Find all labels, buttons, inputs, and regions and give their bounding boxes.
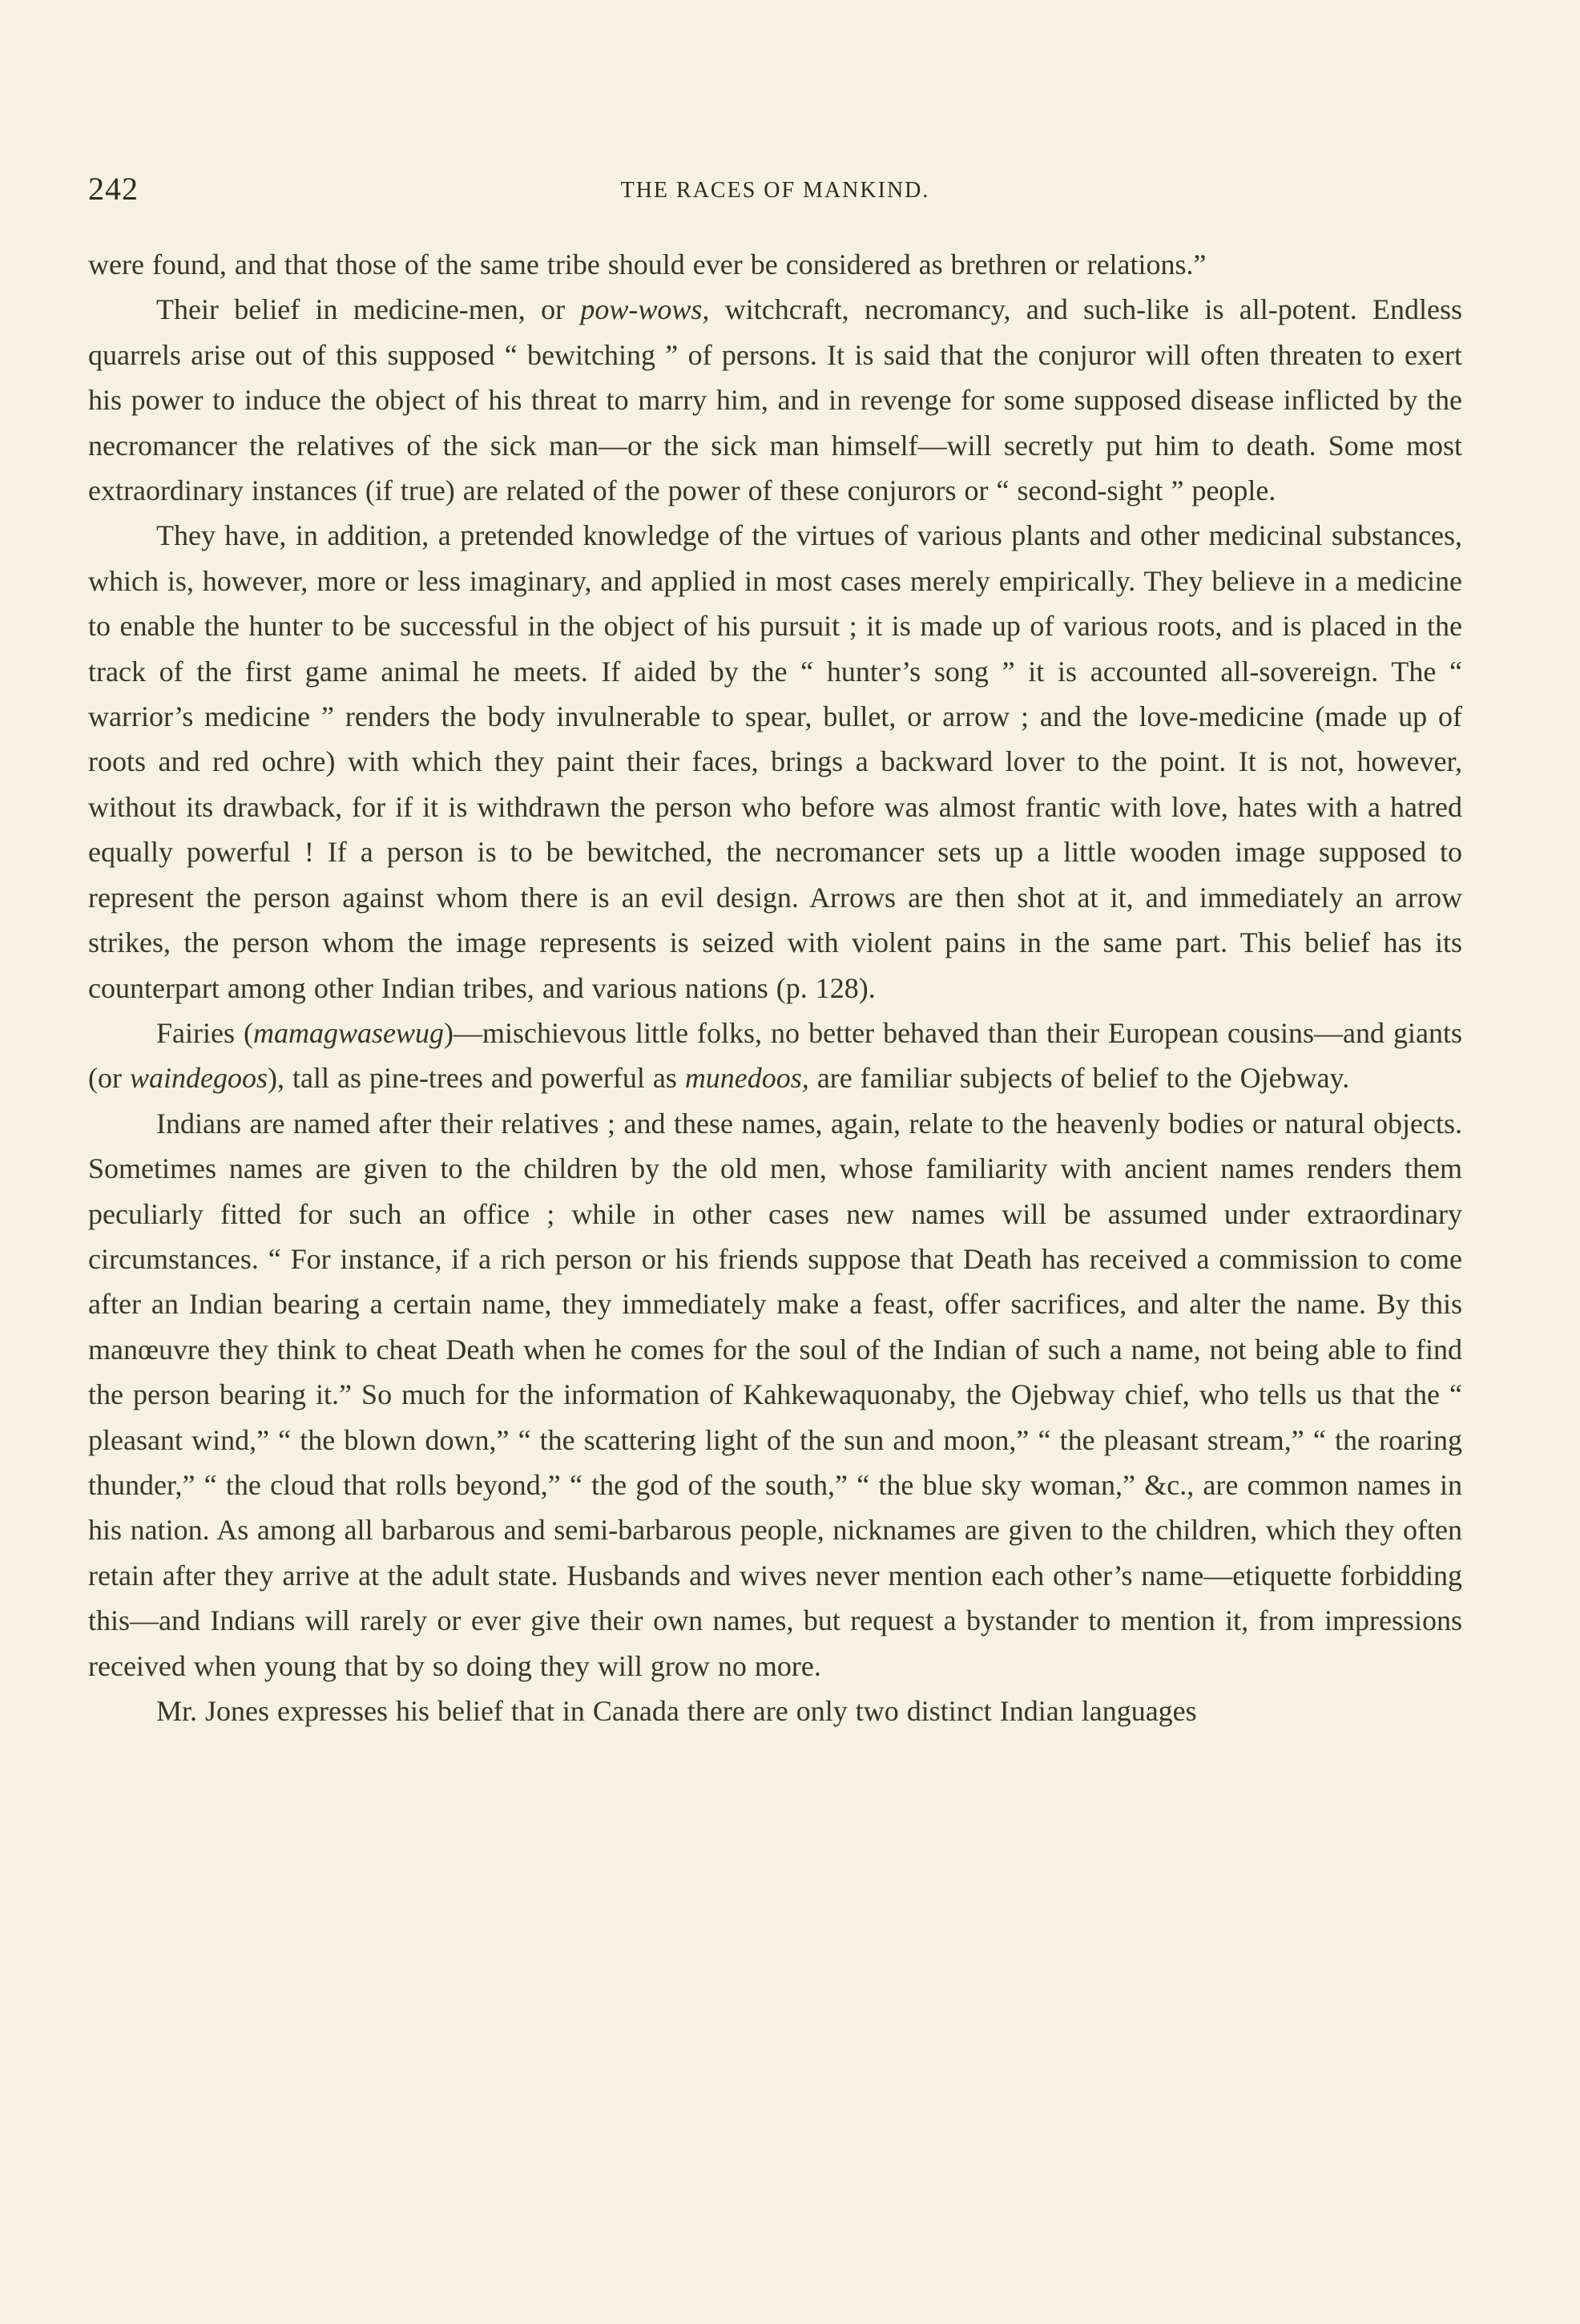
paragraph-5: Indians are named after their relatives ; and these names, again, relate to the heavenly bodies or natural objects. Sometimes names are given to the children by the old men, whose familiarity with ancient names renders them peculiarly fitted for such an office ; while in other cases new names will be assumed under extraordinary circumstances. “ For instance, if a rich person or his friends suppose that Death has received a commission to come after an Indian bearing a certain name, they immediately make a feast, offer sacrifices, and alter the name. By this manœuvre they think to cheat Death when he comes for the soul of the Indian of such a name, not being able to find the person bearing it.” So much for the information of Kahkewaquonaby, the Ojebway chief, who tells us that the “ pleasant wind,” “ the blown down,” “ the scattering light of the sun and moon,” “ the pleasant stream,” “ the roaring thunder,” “ the cloud that rolls beyond,” “ the god of the south,” “ the blue sky woman,” &c., are common names in his nation. As among all barbarous and semi-barbarous people, nicknames are given to the children, which they often retain after they arrive at the adult state. Husbands and wives never mention each other’s name—etiquette forbidding this—and Indians will rarely or ever give their own names, but request a bystander to mention it, from impressions received when young that by so doing they will grow no more. [88, 1107, 1462, 1682]
paragraph-4-part-a: Fairies ( [156, 1016, 253, 1049]
paragraph-1: were found, and that those of the same tribe should ever be considered as brethren or relations.” [88, 248, 1207, 280]
paragraph-2-italic-term: pow-wows, [580, 293, 710, 326]
paragraph-2-part-a: Their belief in medicine-men, or [156, 293, 581, 326]
paragraph-4-part-e: ), tall as pine-trees and powerful as [268, 1062, 685, 1095]
page-header [88, 170, 1462, 212]
paragraph-4 [88, 1011, 1462, 1101]
body-text [88, 242, 1462, 1733]
paragraph-6: Mr. Jones expresses his belief that in Canada there are only two distinct Indian languages [156, 1695, 1197, 1727]
running-title: THE RACES OF MANKIND. [620, 178, 930, 203]
paragraph-4-part-c: )—mischievous little folks, no better behaved than their European cousins—and giants (or [88, 1016, 1463, 1095]
paragraph-4-italic-term-1: mamagwasewug [253, 1016, 445, 1049]
paragraph-4-part-g: are familiar subjects of belief to the Ojebway. [808, 1062, 1350, 1095]
paragraph-4-italic-term-2: waindegoos [129, 1062, 268, 1095]
paragraph-3: They have, in addition, a pretended knowledge of the virtues of various plants and other medicinal substances, which is, however, more or less imaginary, and applied in most cases merely empirically. They believe in a medicine to enable the hunter to be successful in the object of his pursuit ; it is made up of various roots, and is placed in the track of the first game animal he meets. If aided by the “ hunter’s song ” it is accounted all-sovereign. The “ warrior’s medicine ” renders the body invulnerable to spear, bullet, or arrow ; and the love-medicine (made up of roots and red ochre) with which they paint their faces, brings a backward lover to the point. It is not, however, without its drawback, for if it is withdrawn the person who before was almost frantic with love, hates with a hatred equally powerful ! If a person is to be bewitched, the necromancer sets up a little wooden image supposed to represent the person against whom there is an evil design. Arrows are then shot at it, and immediately an arrow strikes, the person whom the image represents is seized with violent pains in the same part. This belief has its counterpart among other Indian tribes, and various nations (p. 128). [88, 519, 1462, 1004]
paragraph-4-italic-term-3: munedoos, [684, 1062, 809, 1095]
paragraph-2-part-c: witchcraft, necromancy, and such-like is all-potent. Endless quarrels arise out of this supposed “ bewitching ” of persons. It is said that the conjuror will often threaten to exert his power to induce the object of his threat to marry him, and in revenge for some supposed disease inflicted by the necromancer the relatives of the sick man—or the sick man himself—will secretly put him to death. Some most extraordinary instances (if true) are related of the power of these conjurors or “ second-sight ” people. [88, 293, 1463, 507]
paragraph-2 [88, 287, 1462, 513]
page-number: 242 [88, 171, 139, 207]
